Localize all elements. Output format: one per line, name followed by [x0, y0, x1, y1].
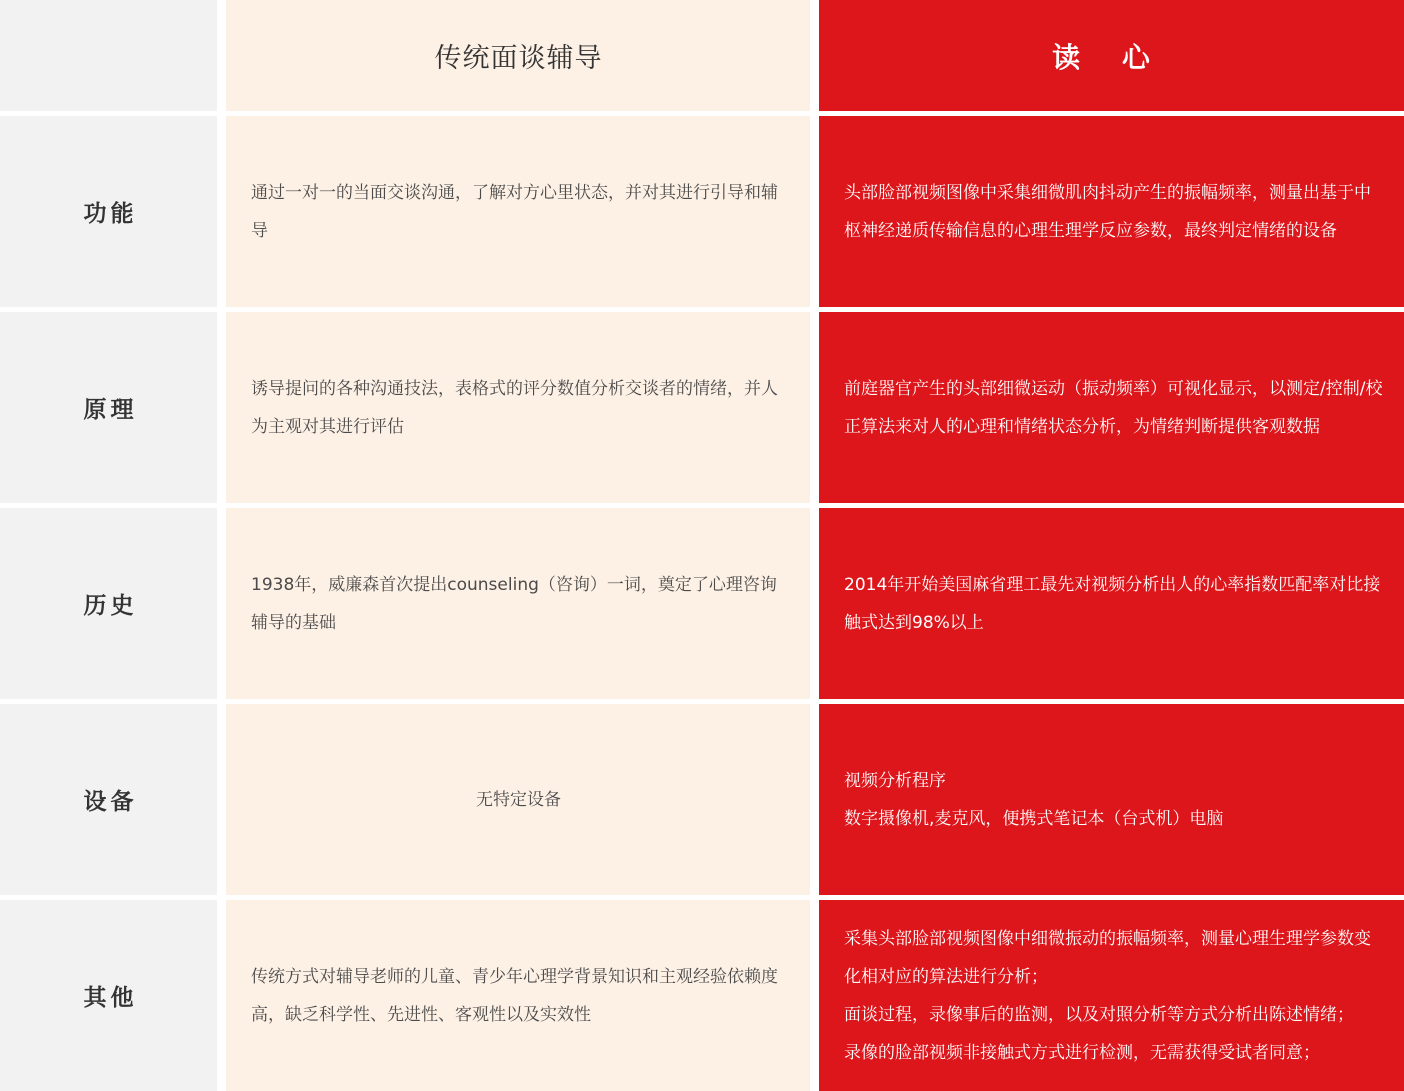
header-duxin: [819, 0, 1404, 111]
traditional-text-history: 1938年，威廉森首次提出counseling（咨询）一词，奠定了心理咨询辅导的基础: [251, 574, 777, 633]
header-traditional: [226, 0, 810, 111]
duxin-line: 数字摄像机,麦克风，便携式笔记本（台式机）电脑: [844, 808, 1224, 829]
row-label-cell-function: [0, 116, 217, 307]
duxin-text-equipment: [844, 762, 1223, 838]
traditional-cell-function: [226, 116, 810, 307]
row-label-cell-principle: [0, 312, 217, 503]
duxin-text-other: [844, 920, 1383, 1072]
duxin-line: 面谈过程，录像事后的监测，以及对照分析等方式分析出陈述情绪；: [844, 1004, 1354, 1025]
duxin-text-function: [844, 174, 1383, 250]
traditional-cell-other: [226, 900, 810, 1091]
traditional-text-principle: 诱导提问的各种沟通技法，表格式的评分数值分析交谈者的情绪，并人为主观对其进行评估: [251, 378, 778, 437]
duxin-line: 采集头部脸部视频图像中细微振动的振幅频率，测量心理生理学参数变化相对应的算法进行分析；: [844, 928, 1371, 987]
row-label-cell-history: [0, 508, 217, 699]
row-label-other: 其他: [83, 985, 138, 1011]
row-label-principle: 原理: [83, 397, 138, 423]
duxin-cell-equipment: [819, 704, 1404, 895]
header-duxin-title: 读 心: [1052, 40, 1166, 74]
duxin-line: 录像的脸部视频非接触式方式进行检测，无需获得受试者同意；: [844, 1042, 1320, 1063]
duxin-line: 2014年开始美国麻省理工最先对视频分析出人的心率指数匹配率对比接触式达到98%以上: [844, 574, 1381, 633]
row-label-cell-other: [0, 900, 217, 1091]
duxin-cell-history: [819, 508, 1404, 699]
header-corner-cell: [0, 0, 217, 111]
duxin-text-history: [844, 566, 1383, 642]
duxin-line: 头部脸部视频图像中采集细微肌肉抖动产生的振幅频率，测量出基于中枢神经递质传输信息的心理生理学反应参数，最终判定情绪的设备: [844, 182, 1371, 241]
traditional-cell-history: [226, 508, 810, 699]
row-label-function: 功能: [83, 201, 138, 227]
duxin-line: 前庭器官产生的头部细微运动（振动频率）可视化显示，以测定/控制/校正算法来对人的心理和情绪状态分析，为情绪判断提供客观数据: [844, 378, 1383, 437]
traditional-cell-equipment: [226, 704, 810, 895]
duxin-cell-other: [819, 900, 1404, 1091]
traditional-text-other: 传统方式对辅导老师的儿童、青少年心理学背景知识和主观经验依赖度高，缺乏科学性、先进性、客观性以及实效性: [251, 966, 778, 1025]
duxin-cell-function: [819, 116, 1404, 307]
header-traditional-title: 传统面谈辅导: [434, 43, 603, 74]
duxin-text-principle: [844, 370, 1383, 446]
traditional-cell-principle: [226, 312, 810, 503]
row-label-equipment: 设备: [83, 789, 138, 815]
row-label-history: 历史: [83, 593, 138, 619]
duxin-line: 视频分析程序: [844, 770, 946, 791]
traditional-text-equipment: 无特定设备: [476, 789, 561, 810]
duxin-cell-principle: [819, 312, 1404, 503]
row-label-cell-equipment: [0, 704, 217, 895]
traditional-text-function: 通过一对一的当面交谈沟通，了解对方心里状态，并对其进行引导和辅导: [251, 182, 778, 241]
